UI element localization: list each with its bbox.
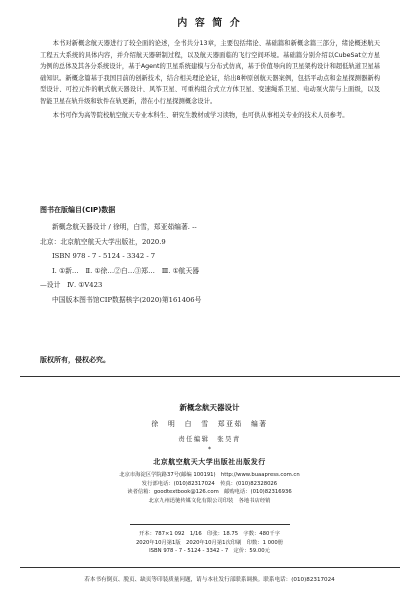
authors: 徐 明 白 雪 郑亚茹 编著	[151, 420, 268, 428]
publisher-info-line: 发行部电话：(010)82317024 传真：(010)82328026	[141, 480, 278, 487]
printing-info-line: 2020年10月第1版 2020年10月第1次印刷 印数：1 000册	[135, 539, 284, 546]
printing-info-line: ISBN 978 - 7 - 5124 - 3342 - 7 定价：59.00元	[149, 548, 270, 555]
intro-paragraph: 本书对新概念航天器进行了较全面的论述，全书共分13章，主要包括绪论、基础篇和新概念篇三部分，绪论概述航天工程五大系统的具体内容，并介绍航天器研制过程，以及航天器面临的飞行空间环境。基础篇分别介绍以CubeSat立方星为例的总体及其各分系统设计，基于Agent的卫星系统建模与分布式仿真，基于价值导向的卫星架构设计和超低轨道卫星基础知识。新概念篇基于我国目前的创新技术，结合相关理论论证，给出8种原创航天器案例，包括平动点和金星探测器新构型设计、可控元件的帆式航天器设计、风筝卫星、可重构组合式立方体卫星、变速绳系卫星、电动泵火箭与上面级，以及智能卫星在轨升级和软件在轨更新，潜在小行星探测概念设计。	[40, 40, 380, 105]
cip-line: Ⅰ. ①新… Ⅱ. ①徐…②白…③郑… Ⅲ. ①航天器	[52, 266, 200, 275]
intro-body	[40, 38, 380, 123]
copyright-statement: 版权所有，侵权必究。	[40, 356, 110, 364]
cip-heading: 图书在版编目(CIP)数据	[40, 206, 116, 214]
book-title: 新概念航天器设计	[179, 403, 240, 412]
cip-line: 中国版本图书馆CIP数据核字(2020)第161406号	[52, 295, 202, 304]
divider	[130, 524, 290, 525]
publisher: 北京航空航天大学出版社出版发行	[153, 457, 266, 466]
cip-record	[40, 220, 380, 308]
publisher-info-line: 北京市海淀区学院路37号(邮编 100191) http://www.buaapress.com.cn	[119, 472, 300, 478]
cip-line: —设计 Ⅳ. ①V423	[40, 281, 103, 290]
separator-star: *	[208, 446, 211, 453]
publisher-info	[0, 471, 419, 505]
responsible-editor: 责任编辑 张昊青	[178, 436, 241, 443]
cip-line: 北京：北京航空航天大学出版社，2020.9	[40, 237, 166, 246]
printing-info-line: 开本：787×1 092 1/16 印张：18.75 字数：480千字	[138, 531, 281, 537]
quality-notice: 若本书有倒页、脱页、缺页等印装质量问题，请与本社发行部联系调换。联系电话：(010)82317024	[84, 577, 335, 583]
divider	[20, 376, 400, 377]
intro-paragraph: 本书可作为高等院校航空航天专业本科生、研究生教材或学习读物，也可供从事相关专业的技术人员参考。	[52, 111, 349, 119]
cip-line: 新概念航天器设计 / 徐明，白雪，郑亚茹编著. --	[52, 223, 197, 231]
cip-line: ISBN 978 - 7 - 5124 - 3342 - 7	[52, 252, 156, 261]
publisher-info-line: 读者信箱：goodtextbook@126.com 邮购电话：(010)82316936	[127, 489, 292, 496]
printing-info	[0, 530, 419, 556]
intro-title: 内 容 简 介	[177, 18, 242, 29]
publisher-info-line: 北京九州迅驰传媒文化有限公司印装 各地书店经销	[148, 497, 271, 504]
divider	[20, 567, 400, 568]
